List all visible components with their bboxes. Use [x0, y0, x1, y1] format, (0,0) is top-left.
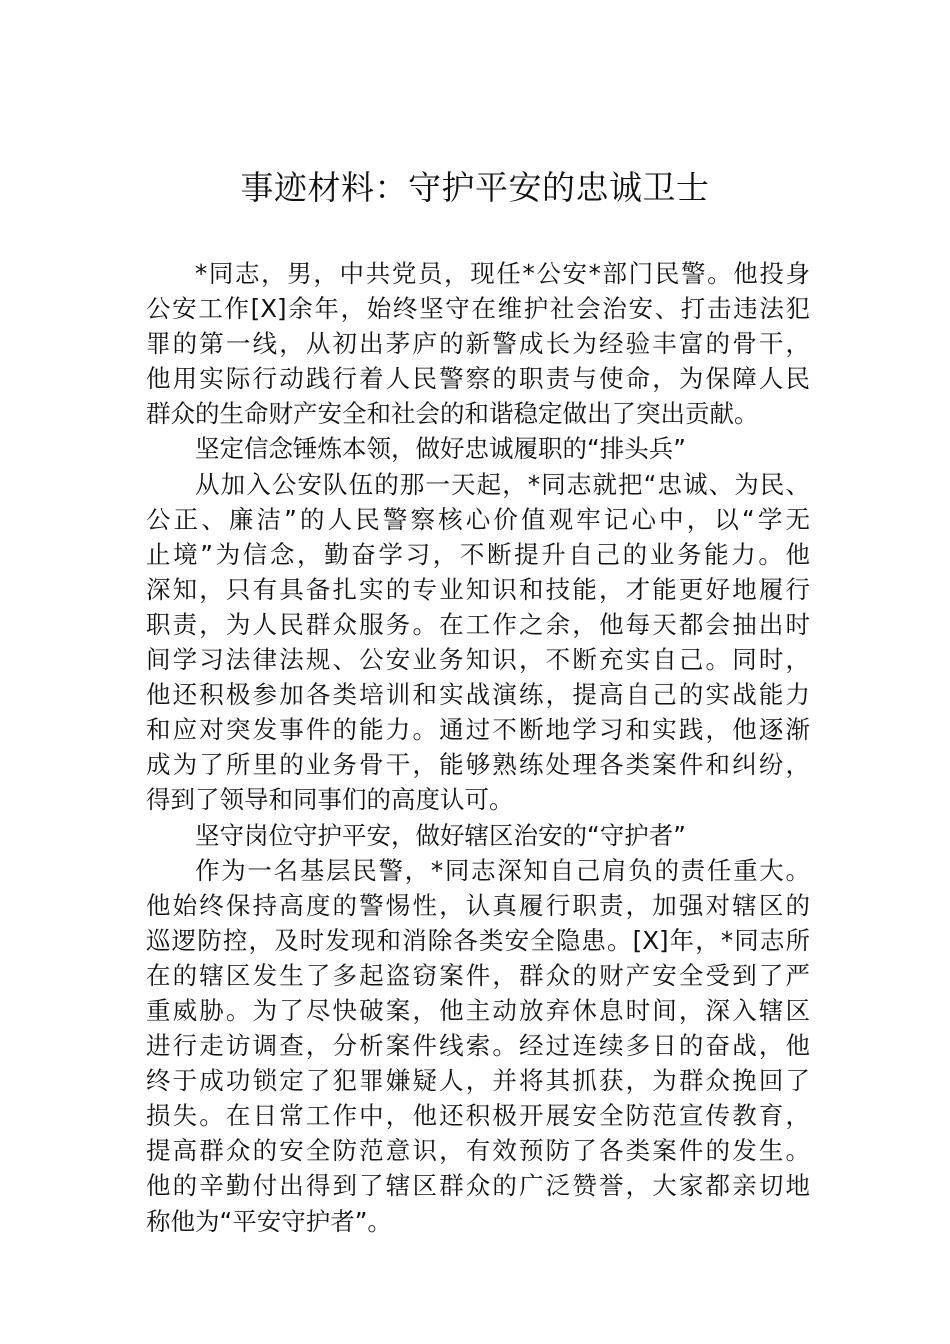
text-line: 止境”为信念，勤奋学习，不断提升自己的业务能力。他 [146, 539, 810, 569]
text-line: 提高群众的安全防范意识，有效预防了各类案件的发生。 [146, 1136, 810, 1166]
text-line: 损失。在日常工作中，他还积极开展安全防范宣传教育， [146, 1101, 810, 1131]
text-line: 终于成功锁定了犯罪嫌疑人，并将其抓获，为群众挽回了 [146, 1066, 810, 1096]
text-line: 间学习法律法规、公安业务知识，不断充实自己。同时， [146, 645, 810, 675]
text-line: 进行走访调查，分析案件线索。经过连续多日的奋战，他 [146, 1031, 810, 1061]
text-line: 他的辛勤付出得到了辖区群众的广泛赞誉，大家都亲切地 [146, 1171, 810, 1201]
text-line: 得到了领导和同事们的高度认可。 [146, 785, 514, 815]
text-line: 成为了所里的业务骨干，能够熟练处理各类案件和纠纷， [146, 750, 810, 780]
text-line: *同志，男，中共党员，现任*公安*部门民警。他投身 [195, 259, 810, 288]
text-line: 重威胁。为了尽快破案，他主动放弃休息时间，深入辖区 [146, 995, 810, 1025]
text-line: 他始终保持高度的警惕性，认真履行职责，加强对辖区的 [146, 890, 810, 920]
text-line: 公正、廉洁”的人民警察核心价值观牢记心中，以“学无 [146, 504, 810, 534]
text-line: 他还积极参加各类培训和实战演练，提高自己的实战能力 [146, 680, 810, 710]
text-line: 作为一名基层民警，*同志深知自己肩负的责任重大。 [195, 855, 810, 885]
document-title: 事迹材料：守护平安的忠诚卫士 [240, 168, 710, 207]
text-line: 他用实际行动践行着人民警察的职责与使命，为保障人民 [146, 364, 810, 394]
section-heading: 坚守岗位守护平安，做好辖区治安的“守护者” [195, 820, 686, 850]
text-line: 和应对突发事件的能力。通过不断地学习和实践，他逐渐 [146, 715, 810, 745]
section-heading: 坚定信念锤炼本领，做好忠诚履职的“排头兵” [195, 434, 686, 464]
text-line: 从加入公安队伍的那一天起，*同志就把“忠诚、为民、 [195, 469, 810, 499]
text-line: 在的辖区发生了多起盗窃案件，群众的财产安全受到了严 [146, 960, 810, 990]
document-body [146, 256, 810, 1239]
text-line: 称他为“平安守护者”。 [146, 1206, 392, 1236]
text-line: 公安工作[X]余年，始终坚守在维护社会治安、打击违法犯 [146, 294, 810, 324]
text-line: 群众的生命财产安全和社会的和谐稳定做出了突出贡献。 [146, 399, 759, 429]
text-line: 罪的第一线，从初出茅庐的新警成长为经验丰富的骨干， [146, 329, 810, 359]
text-line: 巡逻防控，及时发现和消除各类安全隐患。[X]年，*同志所 [146, 925, 810, 955]
text-line: 职责，为人民群众服务。在工作之余，他每天都会抽出时 [146, 609, 810, 639]
text-line: 深知，只有具备扎实的专业知识和技能，才能更好地履行 [146, 574, 810, 604]
